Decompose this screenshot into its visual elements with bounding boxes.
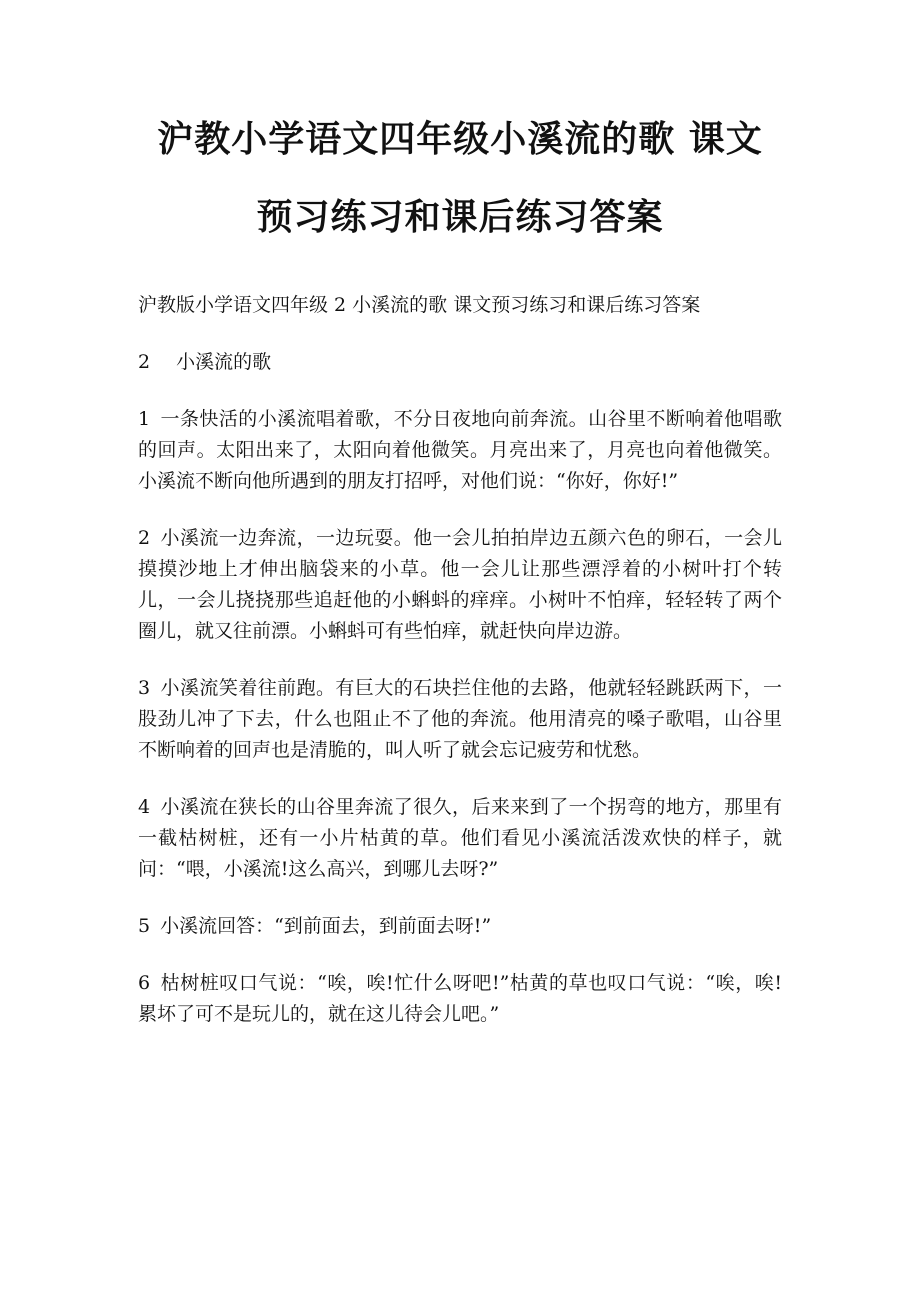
paragraph-number: 5 (138, 915, 151, 937)
paragraph-number: 2 (138, 527, 151, 549)
paragraph-1 (138, 404, 782, 497)
paragraph-number: 1 (138, 408, 151, 430)
section-heading (138, 347, 782, 378)
paragraph-3 (138, 673, 782, 766)
paragraph-6 (138, 968, 782, 1030)
title-line-2: 预习练习和课后练习答案 (256, 196, 664, 238)
paragraph-text: 小溪流一边奔流，一边玩耍。他一会儿拍拍岸边五颜六色的卵石，一会儿摸摸沙地上才伸出脑袋来的小草。他一会儿让那些漂浮着的小树叶打个转儿，一会儿挠挠那些追赶他的小蝌蚪的痒痒。小树叶不怕痒，轻轻转了两个圈儿，就又往前漂。小蝌蚪可有些怕痒，就赶快向岸边游。 (138, 527, 782, 642)
document-title (138, 100, 782, 256)
paragraph-text: 小溪流回答：“到前面去，到前面去呀!” (160, 915, 492, 937)
paragraph-number: 3 (138, 677, 151, 699)
title-line-1: 沪教小学语文四年级小溪流的歌 课文 (157, 118, 763, 160)
section-title: 小溪流的歌 (176, 351, 272, 373)
paragraph-text: 小溪流笑着往前跑。有巨大的石块拦住他的去路，他就轻轻跳跃两下，一股劲儿冲了下去，什么也阻止不了他的奔流。他用清亮的嗓子歌唱，山谷里不断响着的回声也是清脆的，叫人听了就会忘记疲劳和忧愁。 (138, 677, 782, 761)
paragraph-text: 枯树桩叹口气说：“唉，唉!忙什么呀吧!”枯黄的草也叹口气说：“唉，唉!累坏了可不是玩儿的，就在这儿待会儿吧。” (138, 972, 782, 1025)
paragraph-text: 小溪流在狭长的山谷里奔流了很久，后来来到了一个拐弯的地方，那里有一截枯树桩，还有一小片枯黄的草。他们看见小溪流活泼欢快的样子，就问：“喂，小溪流!这么高兴，到哪儿去呀?” (138, 796, 782, 880)
section-number: 2 (138, 351, 151, 373)
paragraph-4 (138, 792, 782, 885)
document-subtitle: 沪教版小学语文四年级 2 小溪流的歌 课文预习练习和课后练习答案 (138, 294, 701, 316)
paragraph-number: 4 (138, 796, 151, 818)
paragraph-2 (138, 523, 782, 647)
paragraph-number: 6 (138, 972, 151, 994)
paragraph-5 (138, 911, 782, 942)
paragraph-text: 一条快活的小溪流唱着歌，不分日夜地向前奔流。山谷里不断响着他唱歌的回声。太阳出来了，太阳向着他微笑。月亮出来了，月亮也向着他微笑。小溪流不断向他所遇到的朋友打招呼，对他们说：“你好，你好!” (138, 408, 782, 492)
